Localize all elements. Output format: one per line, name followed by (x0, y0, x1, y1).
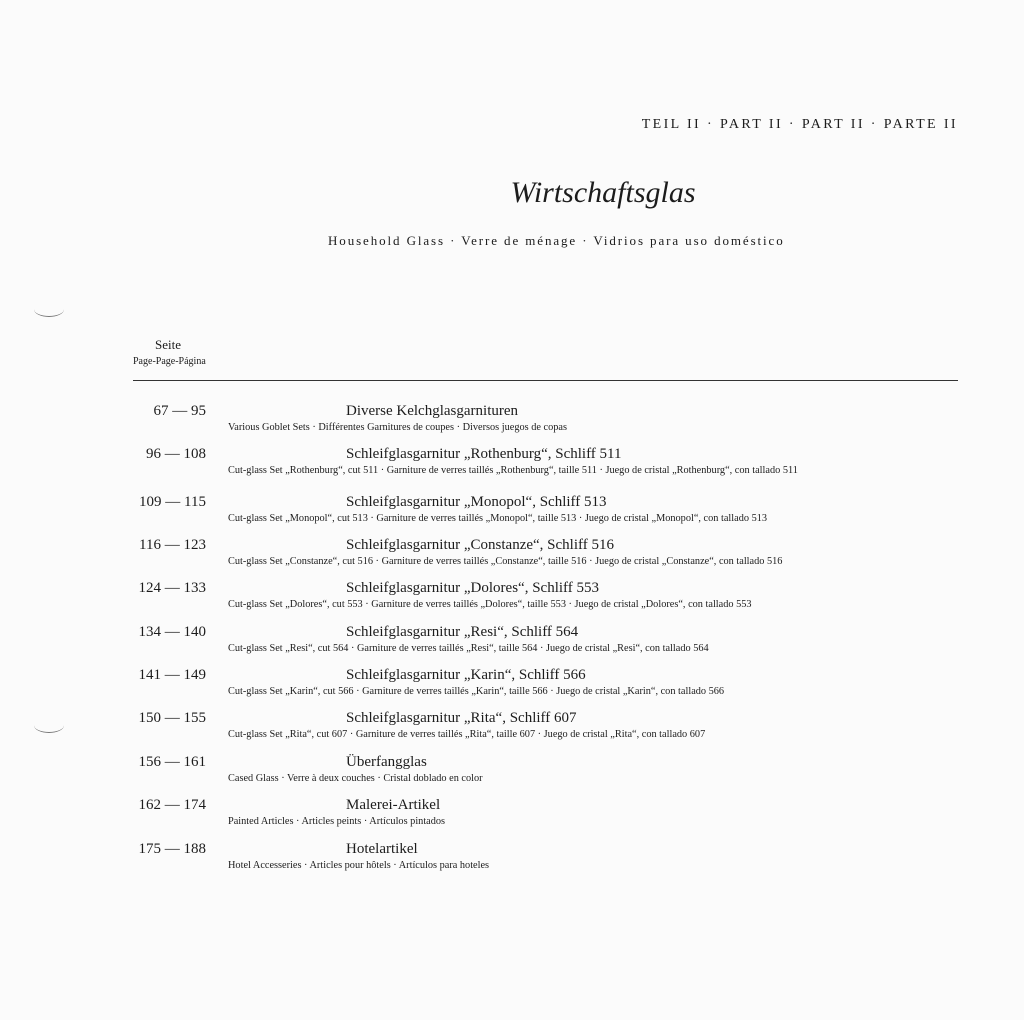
entry-translations: Cut-glass Set „Constanze“, cut 516 · Garniture de verres taillés „Constanze“, taille 516 · Juego de cristal „Constanze“, con tallado 516 (228, 556, 783, 567)
divider-rule (133, 380, 958, 381)
page-range: 134 — 140 (138, 624, 206, 640)
entry-title: Schleifglasgarnitur „Karin“, Schliff 566 (346, 667, 586, 683)
page-range: 124 — 133 (138, 580, 206, 596)
page-range: 162 — 174 (138, 797, 206, 813)
entry-title: Hotelartikel (346, 841, 418, 857)
entry-translations: Cut-glass Set „Karin“, cut 566 · Garniture de verres taillés „Karin“, taille 566 · Juego de cristal „Karin“, con tallado 566 (228, 686, 725, 697)
page-subtitle: Household Glass · Verre de ménage · Vidrios para uso doméstico (328, 233, 785, 248)
page-range: 67 — 95 (153, 403, 206, 419)
entry-title: Schleifglasgarnitur „Resi“, Schliff 564 (346, 624, 579, 640)
entry-translations: Painted Articles · Articles peints · Artículos pintados (228, 816, 446, 827)
column-label-seite: Seite (155, 337, 181, 352)
page-range: 156 — 161 (138, 754, 206, 770)
column-label-page: Page-Page-Página (133, 356, 206, 367)
punch-hole-mark (34, 718, 64, 733)
part-heading: TEIL II · PART II · PART II · PARTE II (641, 117, 958, 132)
entry-translations: Cased Glass · Verre à deux couches · Cristal doblado en color (228, 773, 483, 784)
page-title: Wirtschaftsglas (510, 176, 696, 209)
punch-hole-mark (34, 302, 64, 317)
entry-translations: Cut-glass Set „Rothenburg“, cut 511 · Garniture de verres taillés „Rothenburg“, taille 511 · Juego de cristal „Rothenburg“, con tallado 511 (228, 465, 798, 476)
page-range: 109 — 115 (139, 494, 206, 510)
page-range: 141 — 149 (138, 667, 206, 683)
entry-title: Schleifglasgarnitur „Dolores“, Schliff 553 (346, 580, 599, 596)
entry-title: Schleifglasgarnitur „Constanze“, Schliff 516 (346, 537, 614, 553)
entry-translations: Cut-glass Set „Rita“, cut 607 · Garniture de verres taillés „Rita“, taille 607 · Juego de cristal „Rita“, con tallado 607 (228, 729, 706, 740)
page-range: 96 — 108 (146, 446, 206, 462)
entry-translations: Cut-glass Set „Monopol“, cut 513 · Garniture de verres taillés „Monopol“, taille 513 · Juego de cristal „Monopol“, con tallado 513 (228, 513, 768, 524)
entry-translations: Cut-glass Set „Dolores“, cut 553 · Garniture de verres taillés „Dolores“, taille 553 · Juego de cristal „Dolores“, con tallado 553 (228, 599, 752, 610)
page-range: 175 — 188 (138, 841, 206, 857)
entry-title: Schleifglasgarnitur „Rita“, Schliff 607 (346, 710, 577, 726)
page-range: 116 — 123 (139, 537, 206, 553)
entry-title: Diverse Kelchglasgarnituren (346, 403, 519, 419)
entry-title: Schleifglasgarnitur „Monopol“, Schliff 513 (346, 494, 607, 510)
page-range: 150 — 155 (138, 710, 206, 726)
entry-title: Malerei-Artikel (346, 797, 441, 813)
entry-title: Schleifglasgarnitur „Rothenburg“, Schliff 511 (346, 446, 622, 462)
entry-translations: Hotel Accesseries · Articles pour hôtels · Artículos para hoteles (228, 860, 490, 871)
entry-translations: Cut-glass Set „Resi“, cut 564 · Garniture de verres taillés „Resi“, taille 564 · Juego de cristal „Resi“, con tallado 564 (228, 643, 709, 654)
entry-translations: Various Goblet Sets · Différentes Garnitures de coupes · Diversos juegos de copas (228, 422, 567, 433)
entry-title: Überfangglas (346, 754, 427, 770)
